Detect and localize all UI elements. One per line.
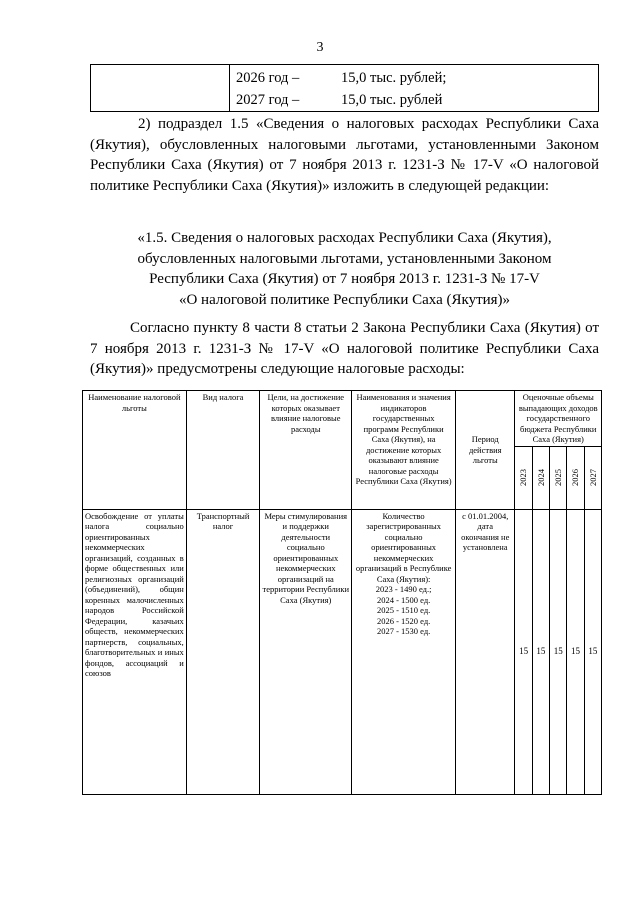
cell-value: 15 bbox=[567, 509, 584, 794]
header-estimates: Оценочные объемы выпадающих доходов государственного бюджета Республики Саха (Якутия) bbox=[515, 391, 602, 447]
budget-summary-table bbox=[90, 64, 599, 112]
year-amount: 15,0 тыс. рублей; bbox=[341, 70, 447, 86]
header-year bbox=[584, 446, 601, 509]
section-heading bbox=[90, 228, 599, 310]
cell-indicators bbox=[352, 509, 456, 794]
cell-value: 15 bbox=[550, 509, 567, 794]
indicator-value: 2024 - 1500 ед. bbox=[376, 594, 431, 605]
heading-line: «1.5. Сведения о налоговых расходах Республики Саха (Якутия), bbox=[137, 230, 552, 246]
heading-line: «О налоговой политике Республики Саха (Якутия)» bbox=[178, 291, 511, 308]
table-row bbox=[83, 509, 602, 794]
year-label: 2023 bbox=[518, 469, 529, 486]
year-row bbox=[236, 67, 598, 89]
year-amount-cell bbox=[230, 65, 599, 112]
indicators-intro: Количество зарегистрированных социально ориентированных некоммерческих организаций в Республике Саха (Якутия): bbox=[355, 510, 452, 584]
cell-value: 15 bbox=[584, 509, 601, 794]
header-year bbox=[532, 446, 549, 509]
header-goals: Цели, на достижение которых оказывает влияние налоговые расходы bbox=[260, 391, 352, 510]
cell-benefit-name: Освобождение от уплаты налога социально ориентированных некоммерческих организаций, созданных в форме общественных или религиозных организаций (объединений), общин коренных малочисленных народов Российской Федерации, казачьих обществ, некоммерческих партнерств, социальных, благотворительных и иных фондов, ассоциаций и союзов bbox=[83, 509, 187, 794]
year-label: 2025 bbox=[552, 469, 563, 486]
header-year bbox=[515, 446, 532, 509]
indicator-value: 2027 - 1530 ед. bbox=[376, 626, 431, 636]
header-indicators: Наименования и значения индикаторов государственных программ Республики Саха (Якутия), на достижение которых оказывают влияние налоговые расходы Республики Саха (Якутия) bbox=[352, 391, 456, 510]
header-period: Период действия льготы bbox=[456, 391, 515, 510]
indicator-value: 2023 - 1490 ед.; bbox=[375, 584, 432, 594]
tax-expenditure-table bbox=[82, 390, 602, 795]
paragraph-amendment: 2) подраздел 1.5 «Сведения о налоговых расходах Республики Саха (Якутия), обусловленных налоговыми льготами, установленными Законом Республики Саха (Якутия) от 7 ноября 2013 г. 1231-З № 17-V «О налоговой политике Республики Саха (Якутия)» изложить в следующей редакции: bbox=[90, 116, 599, 194]
year-row bbox=[236, 89, 598, 111]
empty-cell bbox=[91, 65, 230, 112]
year-label: 2024 bbox=[535, 469, 546, 486]
year-label: 2026 bbox=[570, 469, 581, 486]
paragraph-law-reference: Согласно пункту 8 части 8 статьи 2 Закона Республики Саха (Якутия) от 7 ноября 2013 г. 1231-З № 17-V «О налоговой политике Республики Саха (Якутия)» предусмотрены следующие налоговые расходы: bbox=[90, 320, 599, 377]
year-label: 2026 год – bbox=[236, 70, 300, 86]
indicator-value: 2026 - 1520 ед. bbox=[376, 615, 431, 626]
header-year bbox=[567, 446, 584, 509]
year-amount: 15,0 тыс. рублей bbox=[341, 92, 443, 108]
cell-tax-type: Транспортный налог bbox=[186, 509, 260, 794]
cell-value: 15 bbox=[515, 509, 532, 794]
cell-period: с 01.01.2004, дата окончания не установлена bbox=[456, 509, 515, 794]
page-number: 3 bbox=[316, 40, 324, 55]
cell-value: 15 bbox=[532, 509, 549, 794]
indicator-value: 2025 - 1510 ед. bbox=[376, 605, 431, 615]
header-year bbox=[550, 446, 567, 509]
heading-line: Республики Саха (Якутия) от 7 ноября 2013 г. 1231-З № 17-V bbox=[149, 271, 540, 287]
year-label: 2027 год – bbox=[236, 92, 300, 108]
header-benefit-name: Наименование налоговой льготы bbox=[83, 391, 187, 510]
heading-line: обусловленных налоговыми льготами, установленными Законом bbox=[137, 250, 552, 267]
cell-goals: Меры стимулирования и поддержки деятельности социально ориентированных некоммерческих организаций на территории Республики Саха (Якутия) bbox=[260, 509, 352, 794]
year-label: 2027 bbox=[587, 469, 598, 486]
header-tax-type: Вид налога bbox=[186, 391, 260, 510]
